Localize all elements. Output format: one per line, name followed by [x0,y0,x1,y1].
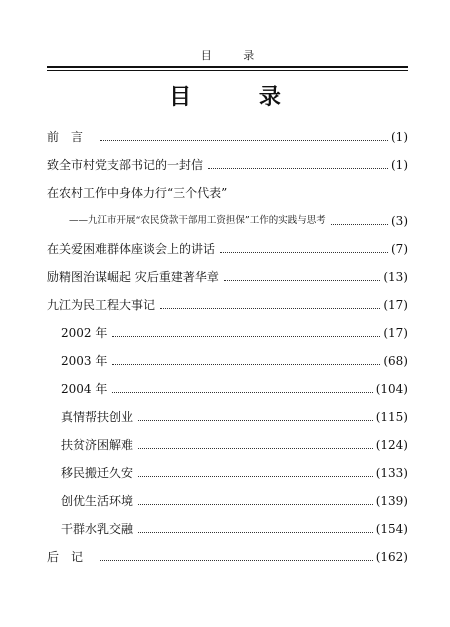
toc-entry-relocation[interactable] [61,461,408,481]
toc-entry-page: (17) [383,326,408,340]
leader-dots [160,307,380,309]
leader-dots [112,363,380,365]
toc-entry-label: 前言 [47,130,96,144]
toc-entry-harmony[interactable] [61,517,408,537]
toc-entry-page: (133) [375,466,408,480]
toc-entry-label: 在农村工作中身体力行“三个代表” [47,186,228,200]
toc-entry-page: (13) [383,270,408,284]
toc-entry-subtitle[interactable] [69,209,408,229]
toc-entry-2003[interactable] [61,349,408,369]
leader-dots [138,419,373,421]
toc-entry-rebuild[interactable] [47,265,408,285]
toc-entry-environment[interactable] [61,489,408,509]
toc-entry-page: (124) [375,438,408,452]
toc-entry-page: (17) [383,298,408,312]
toc-entry-page: (1) [391,130,408,144]
toc-entry-label: 2003 年 [61,354,108,368]
toc-entry-label: 2002 年 [61,326,108,340]
leader-dots [138,447,373,449]
leader-dots [138,475,373,477]
toc-entry-afterword[interactable] [47,545,408,565]
header-rule-thin [47,70,408,71]
toc-entry-page: (139) [375,494,408,508]
toc-entry-label: 致全市村党支部书记的一封信 [47,158,204,172]
toc-entry-label: 励精图治谋崛起 灾后重建著华章 [47,270,219,284]
header-rule-thick [47,66,408,68]
toc-entry-label: 真情帮扶创业 [61,410,134,424]
toc-entry-speech[interactable] [47,237,408,257]
toc-entry-label: 九江为民工程大事记 [47,298,156,312]
leader-dots [224,279,381,281]
leader-dots [112,391,372,393]
toc-entry-help-business[interactable] [61,405,408,425]
toc-entry-preface[interactable] [47,125,408,145]
toc-entry-page: (162) [375,550,408,564]
toc-entry-poverty-relief[interactable] [61,433,408,453]
toc-entry-2002[interactable] [61,321,408,341]
leader-dots [138,531,373,533]
toc-entry-label: ——九江市开展“农民贷款干部用工资担保”工作的实践与思考 [69,215,326,226]
toc-entry-letter[interactable] [47,153,408,173]
toc-entry-label: 移民搬迁久安 [61,466,134,480]
toc-entry-label: 创优生活环境 [61,494,134,508]
leader-dots [331,223,388,225]
leader-dots [220,251,388,253]
toc-entry-page: (3) [391,214,408,228]
leader-dots [208,167,388,169]
toc-entry-2004[interactable] [61,377,408,397]
toc-entry-page: (115) [375,410,408,424]
leader-dots [100,559,373,561]
toc-entry-page: (154) [375,522,408,536]
leader-dots [138,503,373,505]
running-head: 目 录 [200,49,269,62]
leader-dots [112,335,380,337]
toc-entry-page: (68) [383,354,408,368]
toc-entry-label: 后记 [47,550,96,564]
toc-entry-page: (7) [391,242,408,256]
toc-entry-page: (1) [391,158,408,172]
toc-entry-label: 干群水乳交融 [61,522,134,536]
page-title: 目 录 [169,84,311,110]
toc-entry-label: 在关爱困难群体座谈会上的讲话 [47,242,216,256]
toc-entry-three-represents[interactable] [47,181,408,201]
toc-entry-label: 扶贫济困解难 [61,438,134,452]
toc-entry-label: 2004 年 [61,382,108,396]
toc-entry-chronicle[interactable] [47,293,408,313]
leader-dots [100,139,388,141]
toc-entry-page: (104) [375,382,408,396]
